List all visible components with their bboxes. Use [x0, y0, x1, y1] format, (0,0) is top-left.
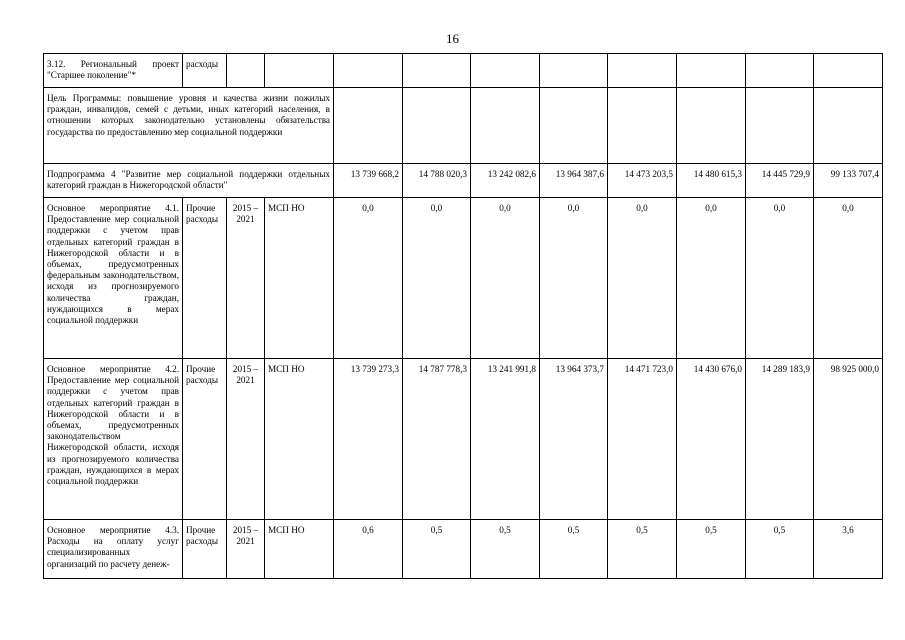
row-executor: МСП НО [265, 198, 334, 359]
row-title: Основное мероприятие 4.2. Предоставление мер социальной поддержки с учетом прав отдельных категорий граждан в Нижегородской области и в объемах, предусмотренных законодательством Нижегородской области, исходя из прогнозируемого количества граждан, нуждающихся в мерах социальной поддержки [44, 359, 183, 520]
value-cell [746, 88, 814, 164]
value-cell: 0,5 [540, 520, 608, 579]
row-title: Основное мероприятие 4.3. Расходы на оплату услуг специализированных организаций по расчету денеж- [44, 520, 183, 579]
value-cell [814, 54, 883, 88]
value-cell: 0,0 [814, 198, 883, 359]
value-cell: 99 133 707,4 [814, 164, 883, 198]
budget-table [43, 53, 883, 579]
row-type: Прочие расходы [183, 359, 227, 520]
row-executor: МСП НО [265, 520, 334, 579]
table-row [44, 198, 883, 359]
value-cell [403, 88, 471, 164]
row-title: 3.12. Региональный проект "Старшее поколение"* [44, 54, 183, 88]
value-cell: 14 473 203,5 [608, 164, 677, 198]
value-cell: 0,5 [746, 520, 814, 579]
value-cell [471, 88, 540, 164]
program-goal: Цель Программы: повышение уровня и качества жизни пожилых граждан, инвалидов, семей с детьми, иных категорий населения, в отношении которых законодательно установлены обязательства государства по предоставлению мер социальной поддержки [44, 88, 334, 164]
value-cell [540, 54, 608, 88]
value-cell: 14 787 778,3 [403, 359, 471, 520]
value-cell: 13 739 273,3 [334, 359, 403, 520]
value-cell: 3,6 [814, 520, 883, 579]
value-cell: 13 964 373,7 [540, 359, 608, 520]
row-type: Прочие расходы [183, 198, 227, 359]
value-cell: 0,0 [746, 198, 814, 359]
value-cell: 14 430 676,0 [677, 359, 746, 520]
value-cell: 14 788 020,3 [403, 164, 471, 198]
row-title: Основное мероприятие 4.1. Предоставление мер социальной поддержки с учетом прав отдельных категорий граждан в Нижегородской области и в объемах, предусмотренных федеральным законодательством, исходя из прогнозируемого количества граждан, нуждающихся в мерах социальной поддержки [44, 198, 183, 359]
value-cell: 0,5 [608, 520, 677, 579]
value-cell [746, 54, 814, 88]
value-cell [608, 88, 677, 164]
row-executor [265, 54, 334, 88]
value-cell: 13 739 668,2 [334, 164, 403, 198]
value-cell: 0,0 [677, 198, 746, 359]
value-cell: 0,6 [334, 520, 403, 579]
row-years: 2015 – 2021 [227, 198, 265, 359]
table-row [44, 54, 883, 88]
row-type: Прочие расходы [183, 520, 227, 579]
row-type: расходы [183, 54, 227, 88]
value-cell: 0,0 [540, 198, 608, 359]
table-row [44, 164, 883, 198]
value-cell [608, 54, 677, 88]
value-cell: 98 925 000,0 [814, 359, 883, 520]
subprogram-title: Подпрограмма 4 "Развитие мер социальной поддержки отдельных категорий граждан в Нижегородской области" [44, 164, 334, 198]
value-cell: 0,5 [403, 520, 471, 579]
table-row [44, 359, 883, 520]
value-cell [334, 88, 403, 164]
row-years: 2015 – 2021 [227, 520, 265, 579]
value-cell [471, 54, 540, 88]
value-cell: 0,0 [334, 198, 403, 359]
value-cell [814, 88, 883, 164]
value-cell [403, 54, 471, 88]
value-cell: 13 964 387,6 [540, 164, 608, 198]
value-cell: 14 471 723,0 [608, 359, 677, 520]
row-executor: МСП НО [265, 359, 334, 520]
value-cell: 0,0 [403, 198, 471, 359]
value-cell: 14 289 183,9 [746, 359, 814, 520]
value-cell: 13 241 991,8 [471, 359, 540, 520]
table-row [44, 520, 883, 579]
value-cell: 0,0 [608, 198, 677, 359]
value-cell: 14 445 729,9 [746, 164, 814, 198]
page-number: 16 [446, 31, 459, 46]
value-cell: 13 242 082,6 [471, 164, 540, 198]
value-cell [540, 88, 608, 164]
value-cell: 0,0 [471, 198, 540, 359]
row-years [227, 54, 265, 88]
value-cell: 0,5 [471, 520, 540, 579]
value-cell: 14 480 615,3 [677, 164, 746, 198]
table-row [44, 88, 883, 164]
value-cell: 0,5 [677, 520, 746, 579]
value-cell [677, 54, 746, 88]
value-cell [677, 88, 746, 164]
row-years: 2015 – 2021 [227, 359, 265, 520]
value-cell [334, 54, 403, 88]
